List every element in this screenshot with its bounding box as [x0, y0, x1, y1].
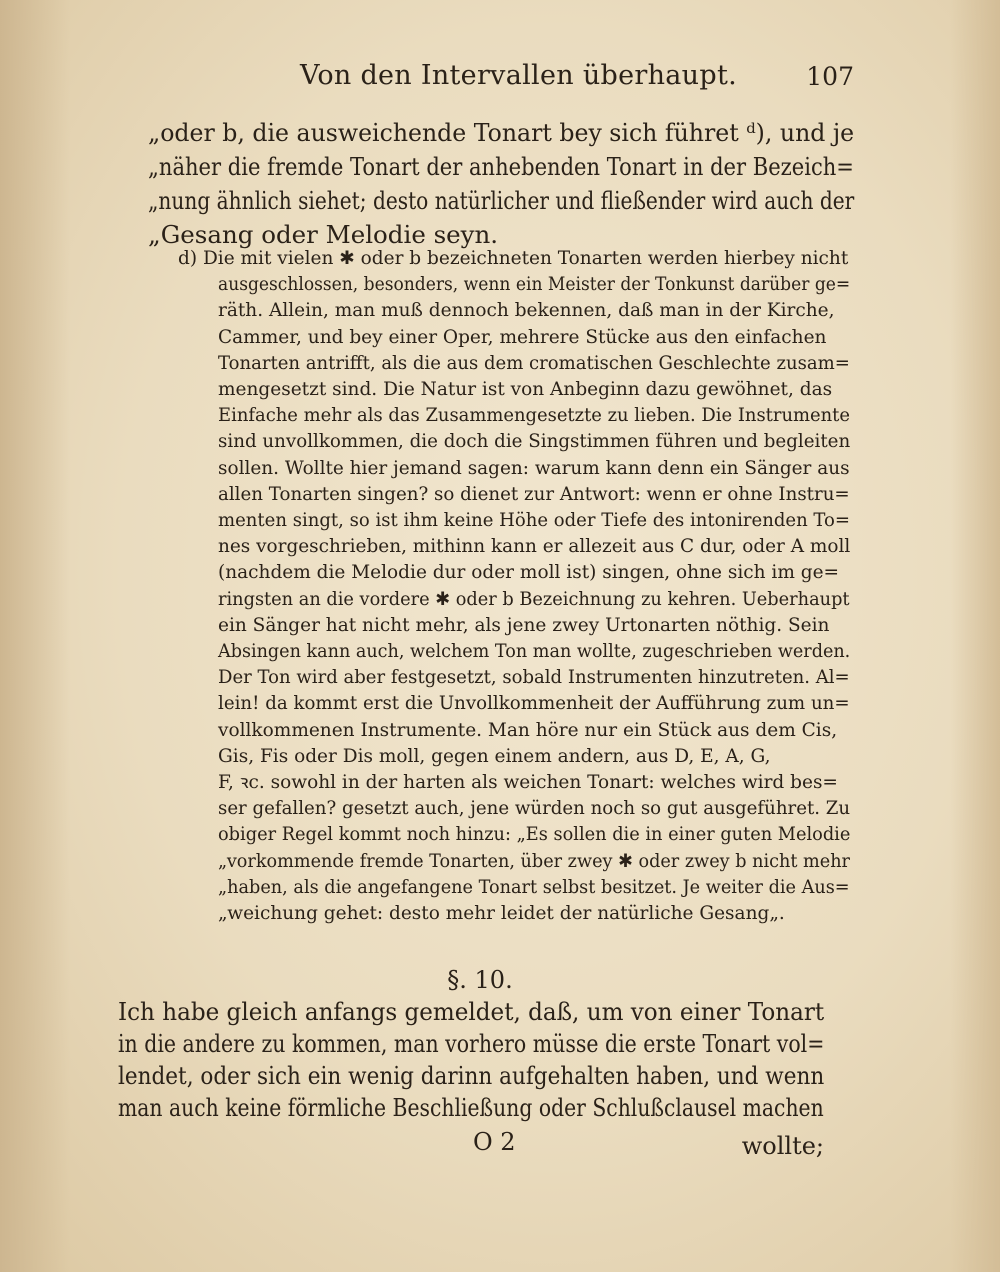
footnote-line: (nachdem die Melodie dur oder moll ist) singen, ohne sich im ge=: [218, 562, 840, 584]
footnote-line: räth. Allein, man muß dennoch bekennen, daß man in der Kirche,: [218, 300, 835, 322]
footnote-line: „weichung gehet: desto mehr leidet der natürliche Gesang„.: [218, 903, 785, 925]
page-footer: [118, 1128, 824, 1168]
footnote-line: „vorkommende fremde Tonarten, über zwey ✱ oder zwey b nicht mehr: [218, 850, 850, 872]
footnote-line: sind unvollkommen, die doch die Singstimmen führen und begleiten: [218, 431, 851, 453]
footnote-line: sollen. Wollte hier jemand sagen: warum kann denn ein Sänger aus: [218, 457, 850, 479]
footnote-d: [178, 246, 850, 927]
footnote-line: Einfache mehr als das Zusammengesetzte zu lieben. Die Instrumente: [218, 405, 850, 427]
section-number: §. 10.: [447, 966, 513, 994]
footnote-line: Gis, Fis oder Dis moll, gegen einem andern, aus D, E, A, G,: [218, 745, 771, 767]
footnote-line: Der Ton wird aber festgesetzt, sobald Instrumenten hinzutreten. Al=: [218, 667, 850, 689]
text-line: man auch keine förmliche Beschließung oder Schlußclausel machen: [118, 1093, 824, 1122]
footnote-line: „haben, als die angefangene Tonart selbst besitzet. Je weiter die Aus=: [218, 876, 850, 898]
section-heading: [0, 966, 1000, 994]
running-title: Von den Intervallen überhaupt.: [300, 60, 737, 91]
footnote-line: ringsten an die vordere ✱ oder b Bezeichnung zu kehren. Ueberhaupt: [218, 588, 850, 610]
footnote-line: Tonarten antrifft, als die aus dem cromatischen Geschlechte zusam=: [218, 352, 850, 374]
text-line: „nung ähnlich siehet; desto natürlicher und fließender wird auch der: [148, 186, 855, 215]
footnote-line: allen Tonarten singen? so dienet zur Antwort: wenn er ohne Instru=: [218, 483, 850, 505]
footnote-line: obiger Regel kommt noch hinzu: „Es sollen die in einer guten Melodie: [218, 824, 851, 846]
text-line: „Gesang oder Melodie seyn.: [148, 220, 499, 249]
footnote-line: d) Die mit vielen ✱ oder b bezeichneten Tonarten werden hierbey nicht: [178, 248, 849, 269]
footnote-line: ausgeschlossen, besonders, wenn ein Meister der Tonkunst darüber ge=: [218, 274, 851, 296]
footnote-line: ser gefallen? gesetzt auch, jene würden noch so gut ausgeführet. Zu: [218, 798, 851, 820]
text-line: lendet, oder sich ein wenig darinn aufgehalten haben, und wenn: [118, 1061, 825, 1090]
text-line: „oder b, die ausweichende Tonart bey sich führet ᵈ), und je: [148, 118, 855, 147]
page-edge-shadow-right: [950, 0, 1000, 1272]
footnote-line: Cammer, und bey einer Oper, mehrere Stücke aus den einfachen: [218, 326, 827, 348]
page-number: 107: [806, 62, 854, 91]
page-edge-shadow-left: [0, 0, 70, 1272]
footnote-line: vollkommenen Instrumente. Man höre nur ein Stück aus dem Cis,: [218, 719, 838, 741]
quoted-paragraph: [148, 116, 854, 252]
footnote-line: mengesetzt sind. Die Natur ist von Anbeginn dazu gewöhnet, das: [218, 379, 833, 401]
footnote-line: F, ꝛc. sowohl in der harten als weichen Tonart: welches wird bes=: [218, 772, 838, 794]
catchword: wollte;: [741, 1132, 824, 1160]
footnote-line: nes vorgeschrieben, mithinn kann er allezeit aus C dur, oder A moll: [218, 536, 851, 558]
text-line: „näher die fremde Tonart der anhebenden Tonart in der Bezeich=: [148, 152, 854, 181]
footnote-line: menten singt, so ist ihm keine Höhe oder Tiefe des intonirenden To=: [218, 510, 851, 532]
page-header: [300, 60, 860, 104]
text-line: in die andere zu kommen, man vorhero müsse die erste Tonart vol=: [118, 1029, 825, 1058]
footnote-line: lein! da kommt erst die Unvollkommenheit der Aufführung zum un=: [218, 693, 850, 715]
footnote-line: Absingen kann auch, welchem Ton man wollte, zugeschrieben werden.: [218, 641, 851, 663]
signature-mark: O 2: [473, 1128, 516, 1156]
footnote-line: ein Sänger hat nicht mehr, als jene zwey Urtonarten nöthig. Sein: [218, 614, 830, 636]
text-line: Ich habe gleich anfangs gemeldet, daß, um von einer Tonart: [118, 997, 825, 1026]
body-paragraph: [118, 996, 824, 1124]
